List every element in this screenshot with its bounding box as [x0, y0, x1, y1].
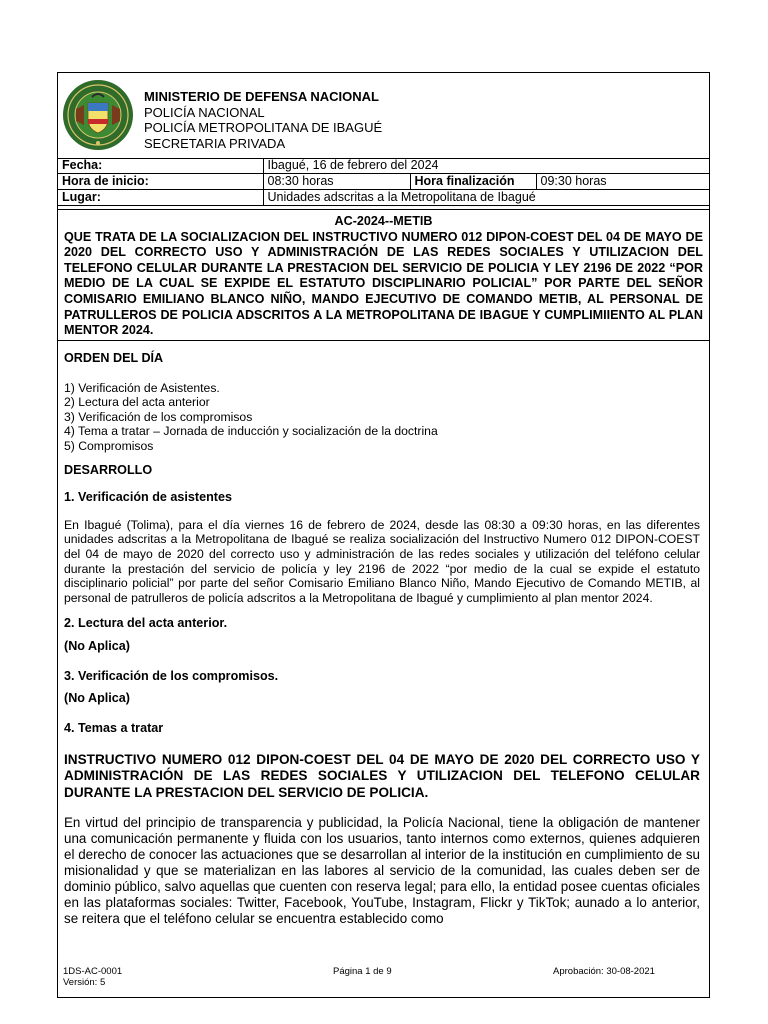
section-2-text: (No Aplica) — [64, 638, 131, 653]
agenda-item: 1) Verificación de Asistentes. — [64, 380, 220, 395]
org-line-office: SECRETARIA PRIVADA — [144, 135, 286, 151]
end-time-label: Hora finalización — [410, 174, 536, 190]
page-footer — [63, 966, 703, 988]
document-header — [58, 73, 709, 159]
document-body — [64, 351, 700, 928]
org-line-metropolitan: POLICÍA METROPOLITANA DE IBAGUÉ — [144, 120, 383, 135]
agenda-item: 4) Tema a tratar – Jornada de inducción y socialización de la doctrina — [64, 424, 438, 439]
place-label: Lugar: — [58, 190, 263, 206]
footer-version: Versión: 5 — [63, 977, 106, 988]
section-1-text: En Ibagué (Tolima), para el día viernes 16 de febrero de 2024, desde las 08:30 a 09:30 horas, en las diferentes unidades adscritas a la Metropolitana de Ibagué se realiza socialización del Instructivo Numero 012 DIPON-COEST del 04 de mayo de 2020 del correcto uso y administración de las redes sociales y utilización del teléfono celular durante la prestación del servicio de policía y ley 2196 de 2022 “por medio de la cual se expide el estatuto disciplinario policial” por parte del señor Comisario Emiliano Blanco Niño, Mando Ejecutivo de Comando METIB, al personal de patrulleros de policía adscritos a la Metropolitana de Ibagué y cumplimiento al plan mentor 2024. — [64, 517, 700, 605]
org-line-ministry: MINISTERIO DE DEFENSA NACIONAL — [144, 89, 379, 104]
section-4-heading: INSTRUCTIVO NUMERO 012 DIPON-COEST DEL 04 DE MAYO DE 2020 DEL CORRECTO USO Y ADMINISTRACIÓN DE LAS REDES SOCIALES Y UTILIZACION DEL TELEFONO CELULAR DURANTE LA PRESTACION DEL SERVICIO DE POLICIA. — [64, 752, 700, 800]
row-place — [58, 190, 709, 206]
organization-block — [144, 89, 382, 151]
development-heading: DESARROLLO — [64, 462, 153, 477]
date-value: Ibagué, 16 de febrero del 2024 — [263, 158, 709, 174]
document-page — [57, 72, 710, 998]
row-date — [58, 158, 709, 174]
section-1-title: 1. Verificación de asistentes — [64, 490, 232, 505]
agenda-list — [64, 381, 700, 454]
start-time-value: 08:30 horas — [263, 174, 410, 190]
footer-page-number: Página 1 de 9 — [333, 966, 392, 977]
date-label: Fecha: — [58, 158, 263, 174]
agenda-item: 2) Lectura del acta anterior — [64, 395, 210, 410]
section-2-title: 2. Lectura del acta anterior. — [64, 616, 228, 631]
place-value: Unidades adscritas a la Metropolitana de Ibagué — [263, 190, 709, 206]
act-title-text: QUE TRATA DE LA SOCIALIZACION DEL INSTRUCTIVO NUMERO 012 DIPON-COEST DEL 04 DE MAYO DE 2020 DEL CORRECTO USO Y ADMINISTRACIÓN DE LAS REDES SOCIALES Y UTILIZACION DEL TELEFONO CELULAR DURANTE LA PRESTACION DEL SERVICIO DE POLICIA Y LEY 2196 DE 2022 “POR MEDIO DE LA CUAL SE EXPIDE EL ESTATUTO DISCIPLINARIO POLICIAL” POR PARTE DEL SEÑOR COMISARIO EMILIANO BLANCO NIÑO, MANDO EJECUTIVO DE COMANDO METIB, AL PERSONAL DE PATRULLEROS DE POLICIA ADSCRITOS A LA METROPOLITANA DE IBAGUE Y CUMPLIMIIENTO AL PLAN MENTOR 2024. — [64, 229, 703, 338]
act-code: AC-2024--METIB — [334, 214, 433, 228]
agenda-heading: ORDEN DEL DÍA — [64, 351, 164, 365]
act-title-box — [58, 209, 709, 341]
footer-doc-code: 1DS-AC-0001 — [63, 966, 123, 977]
section-3-text: (No Aplica) — [64, 691, 131, 706]
agenda-item: 3) Verificación de los compromisos — [64, 409, 253, 424]
start-time-label: Hora de inicio: — [58, 174, 263, 190]
meeting-info-table — [58, 158, 709, 206]
agenda-item: 5) Compromisos — [64, 438, 154, 453]
footer-approval-date: Aprobación: 30-08-2021 — [553, 966, 655, 977]
section-4-title: 4. Temas a tratar — [64, 720, 164, 735]
section-4-text: En virtud del principio de transparencia y publicidad, la Policía Nacional, tiene la obligación de mantener una comunicación permanente y fluida con los usuarios, tanto internos como externos, quienes adquieren el derecho de conocer las actuaciones que se desarrollan al interior de la institución en cumplimiento de su misionalidad y que se materializan en las labores al servicio de la comunidad, las cuales deben ser de dominio público, salvo aquellas que cuenten con reserva legal; para ello, la entidad posee cuentas oficiales en las plataformas sociales: Twitter, Facebook, YouTube, Instagram, Flickr y TikTok; aunado a lo anterior, se reitera que el teléfono celular se encuentra establecido como — [64, 814, 700, 927]
row-times — [58, 174, 709, 190]
police-seal-logo — [62, 79, 134, 151]
section-3-title: 3. Verificación de los compromisos. — [64, 668, 279, 683]
end-time-value: 09:30 horas — [536, 174, 709, 190]
org-line-police: POLICÍA NACIONAL — [144, 104, 265, 120]
